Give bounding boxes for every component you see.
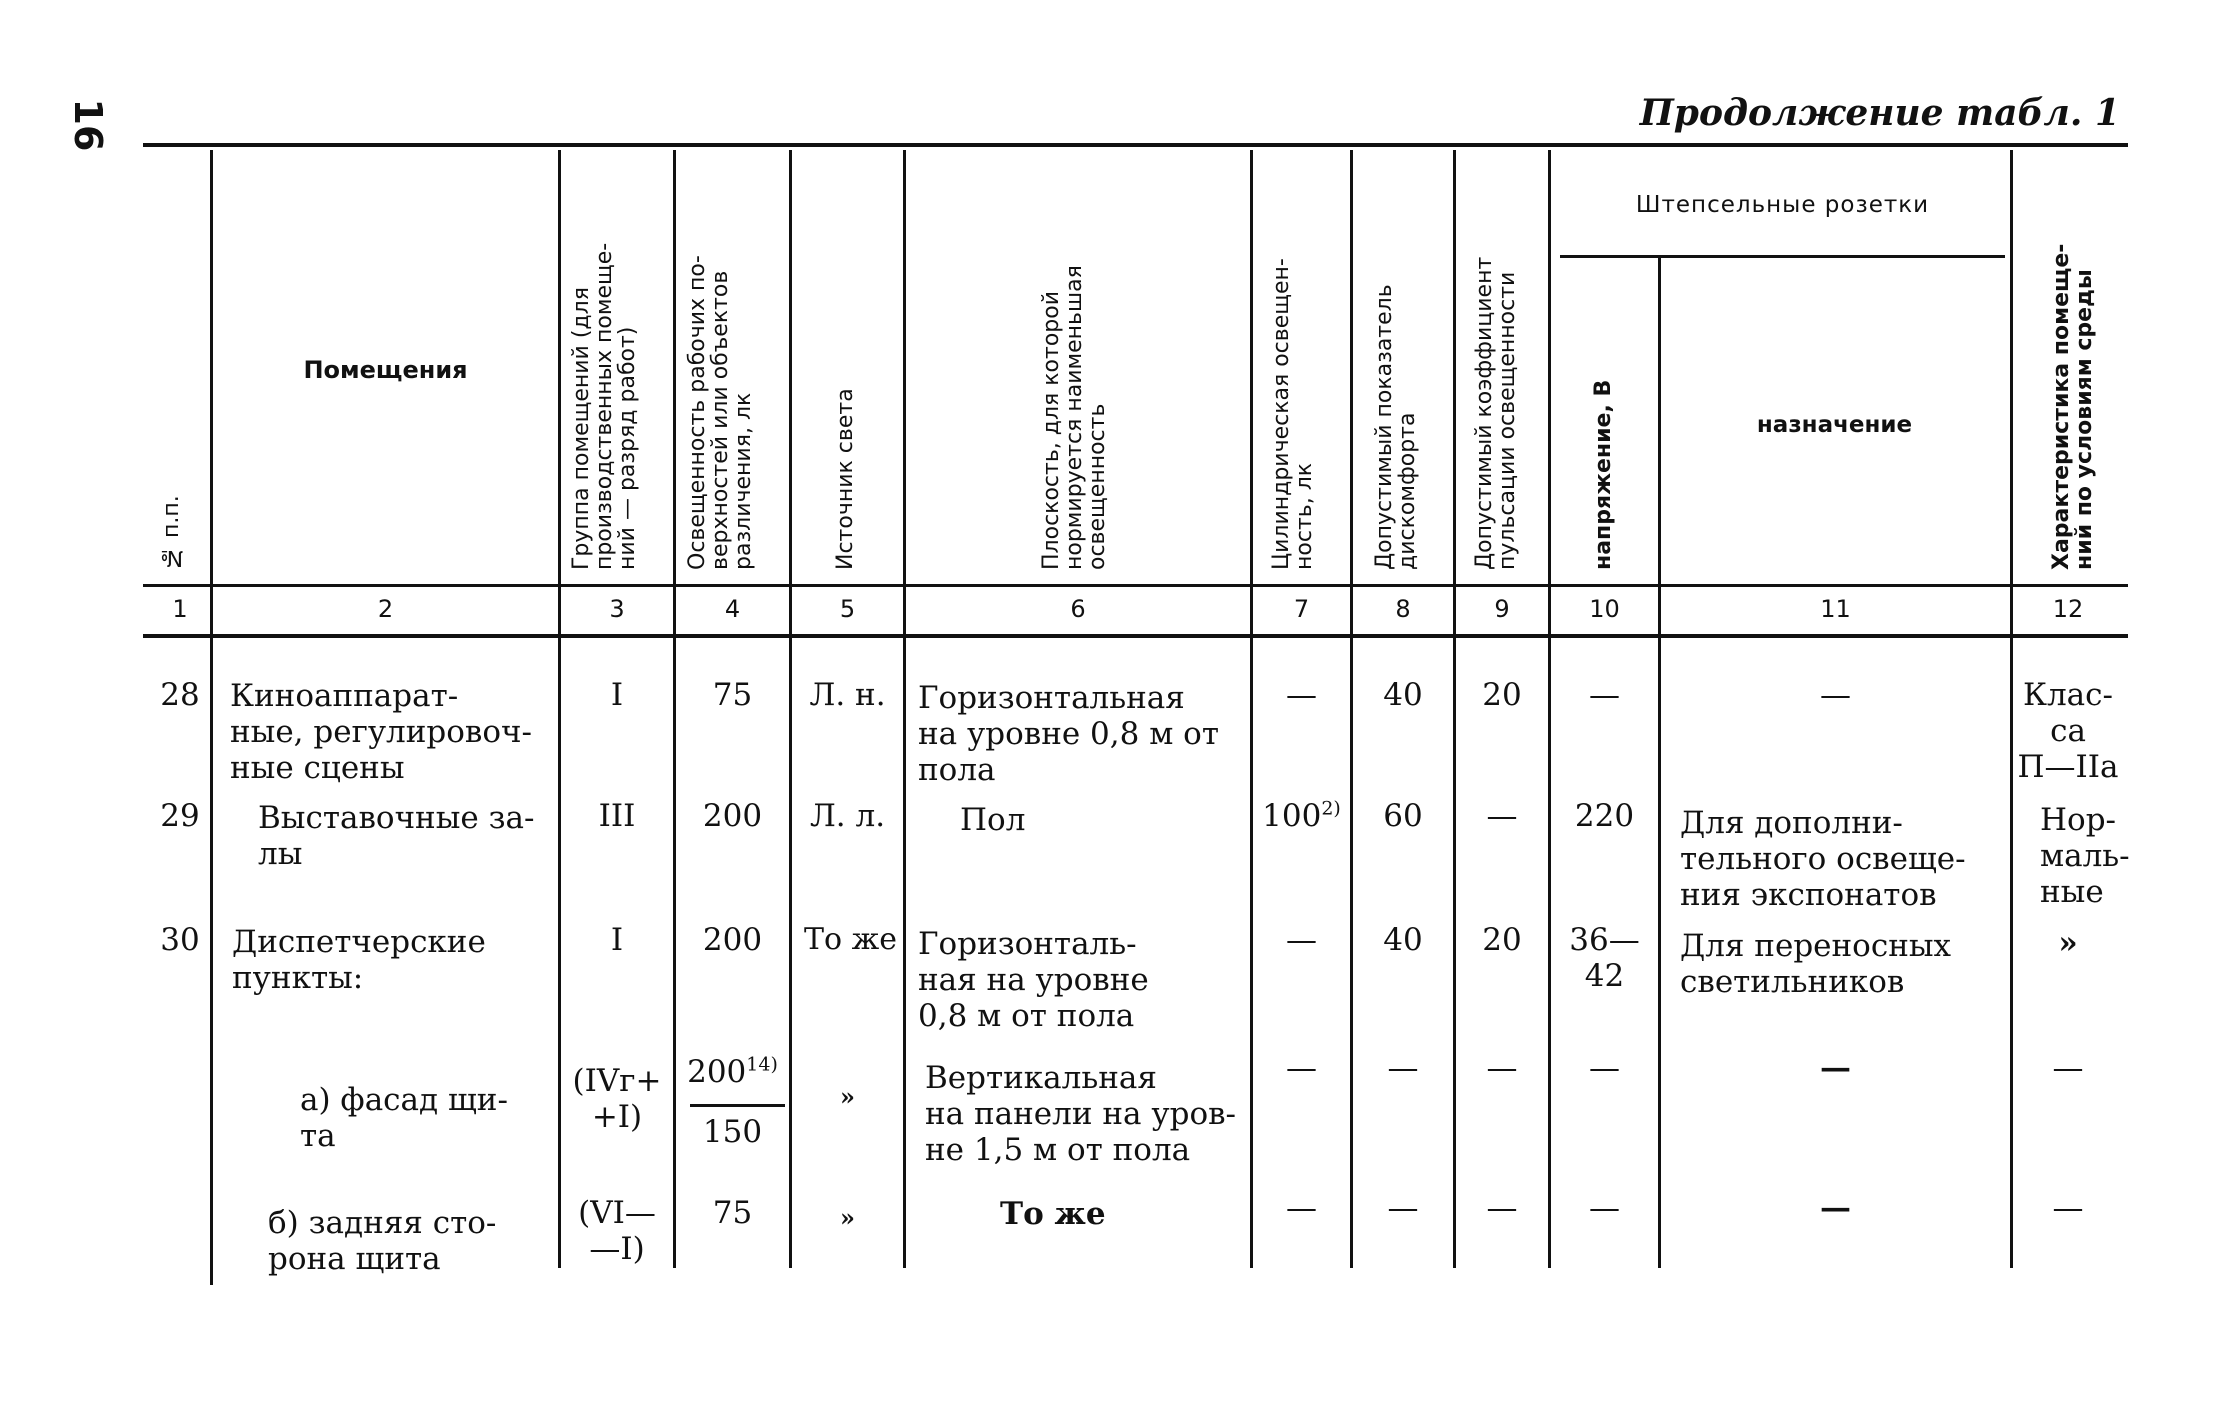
- discomfort-index: —: [1387, 1050, 1419, 1086]
- col-sep-10: [1658, 258, 1661, 1268]
- discomfort-index: 60: [1383, 798, 1423, 834]
- socket-voltage: 220: [1574, 798, 1635, 834]
- environment: Нор- маль- ные: [2040, 802, 2130, 910]
- header-col9: Допустимый коэффициент пульсации освещенности: [1472, 256, 1520, 570]
- light-source: То же: [804, 922, 897, 957]
- illuminance: 200: [702, 922, 763, 958]
- socket-purpose: Для дополни- тельного освеще- ния экспонатов: [1680, 805, 1966, 913]
- illuminance: 200: [702, 798, 763, 834]
- plane: Горизонталь- ная на уровне 0,8 м от пола: [918, 926, 1149, 1034]
- room-name: Киноаппарат- ные, регулировоч- ные сцены: [230, 678, 533, 786]
- colnum-2: 2: [377, 595, 394, 623]
- colnum-8: 8: [1395, 595, 1411, 623]
- socket-purpose: —: [1820, 677, 1851, 713]
- footnote-ref: 14): [746, 1053, 778, 1076]
- header-col2-label: Помещения: [303, 356, 468, 384]
- header-col4: Освещенность рабочих по- верхностей или объектов различения, лк: [685, 255, 756, 570]
- cylindrical-illuminance: [1253, 798, 1350, 834]
- colnum-3: 3: [609, 595, 625, 623]
- page-number: 16: [66, 98, 110, 152]
- colnum-1: 1: [172, 595, 188, 623]
- header-col11-label: назначение: [1756, 412, 1913, 438]
- light-source: »: [840, 1203, 855, 1232]
- header-col7: Цилиндрическая освещен- ность, лк: [1269, 258, 1317, 570]
- plane: Пол: [960, 802, 1026, 838]
- room-group: I: [610, 922, 624, 958]
- plane: Вертикальная на панели на уров- не 1,5 м от пола: [925, 1060, 1237, 1168]
- socket-voltage: 36— 42: [1569, 922, 1640, 994]
- sockets-subrule: [1560, 255, 2005, 258]
- colnum-12: 12: [2052, 595, 2084, 623]
- room-name: Выставочные за- лы: [258, 800, 535, 872]
- row-number: 29: [160, 798, 200, 834]
- col-sep-5: [903, 150, 906, 1268]
- colnum-9: 9: [1494, 595, 1510, 623]
- socket-voltage: —: [1589, 677, 1620, 713]
- room-group: (IVг+ +I): [572, 1063, 662, 1135]
- lux-top: 200: [687, 1054, 747, 1090]
- room-group: (VI— —I): [578, 1195, 656, 1267]
- environment: »: [2058, 925, 2078, 961]
- header-col6: Плоскость, для которой нормируется наименьшая освещенность: [1039, 265, 1110, 570]
- plane: Горизонтальная на уровне 0,8 м от пола: [918, 680, 1219, 788]
- environment: —: [2052, 1190, 2084, 1226]
- pulsation-coefficient: —: [1486, 798, 1518, 834]
- header-rule: [143, 584, 2128, 587]
- illuminance: 75: [712, 1195, 753, 1231]
- illuminance: 75: [712, 677, 753, 713]
- header-col8: Допустимый показатель дискомфорта: [1372, 284, 1420, 570]
- colnum-7: 7: [1293, 595, 1310, 623]
- illuminance-fraction-bottom: 150: [702, 1114, 763, 1150]
- environment: —: [2052, 1050, 2084, 1086]
- header-col3: Группа помещений (для производственных помеще- ний — разряд работ): [569, 242, 640, 570]
- pulsation-coefficient: —: [1486, 1190, 1518, 1226]
- header-col1: № п.п.: [159, 495, 184, 570]
- cylindrical-illuminance: —: [1286, 677, 1317, 713]
- cyl-value: 100: [1262, 798, 1322, 834]
- room-name: Диспетчерские пункты:: [232, 924, 486, 996]
- header-sockets: [1560, 180, 2005, 230]
- colnum-5: 5: [839, 595, 856, 623]
- header-col12: Характеристика помеще- ний по условиям среды: [2049, 243, 2097, 570]
- header-col11: [1662, 400, 2007, 450]
- header-sockets-label: Штепсельные розетки: [1635, 192, 1930, 218]
- row-number: 28: [160, 677, 200, 713]
- socket-purpose: Для переносных светильников: [1680, 928, 1952, 1000]
- room-name: б) задняя сто- рона щита: [268, 1205, 497, 1277]
- illuminance-fraction-top: [676, 1054, 789, 1090]
- cylindrical-illuminance: —: [1286, 1050, 1317, 1086]
- socket-voltage: —: [1589, 1190, 1620, 1226]
- colnum-4: 4: [724, 595, 741, 623]
- header-col10: напряжение, В: [1591, 379, 1616, 570]
- colnum-10: 10: [1589, 595, 1620, 623]
- header-col2: [213, 340, 558, 400]
- cylindrical-illuminance: —: [1286, 922, 1317, 958]
- room-name: а) фасад щи- та: [300, 1082, 508, 1154]
- pulsation-coefficient: 20: [1482, 922, 1522, 958]
- header-col5: Источник света: [833, 388, 858, 570]
- socket-purpose: —: [1820, 1050, 1851, 1086]
- pulsation-coefficient: 20: [1482, 677, 1522, 713]
- cylindrical-illuminance: —: [1286, 1190, 1317, 1226]
- colnum-11: 11: [1820, 595, 1851, 623]
- discomfort-index: —: [1387, 1190, 1419, 1226]
- light-source: Л. л.: [809, 798, 886, 834]
- discomfort-index: 40: [1383, 922, 1423, 958]
- environment: Клас- са П—IIа: [2017, 677, 2119, 785]
- top-rule: [143, 143, 2128, 147]
- room-group: I: [610, 677, 624, 713]
- plane: То же: [1000, 1196, 1106, 1232]
- row-number: 30: [160, 922, 200, 958]
- socket-voltage: —: [1589, 1050, 1620, 1086]
- footnote-ref: 2): [1321, 797, 1341, 820]
- light-source: Л. н.: [809, 677, 886, 713]
- pulsation-coefficient: —: [1486, 1050, 1518, 1086]
- light-source: »: [840, 1082, 855, 1111]
- col-sep-1: [210, 150, 213, 1285]
- socket-purpose: —: [1820, 1190, 1851, 1226]
- discomfort-index: 40: [1383, 677, 1423, 713]
- fraction-bar: [690, 1104, 785, 1107]
- numbers-rule: [143, 634, 2128, 638]
- continuation-title: Продолжение табл. 1: [1639, 92, 2120, 134]
- colnum-6: 6: [1070, 595, 1086, 623]
- room-group: III: [598, 798, 636, 834]
